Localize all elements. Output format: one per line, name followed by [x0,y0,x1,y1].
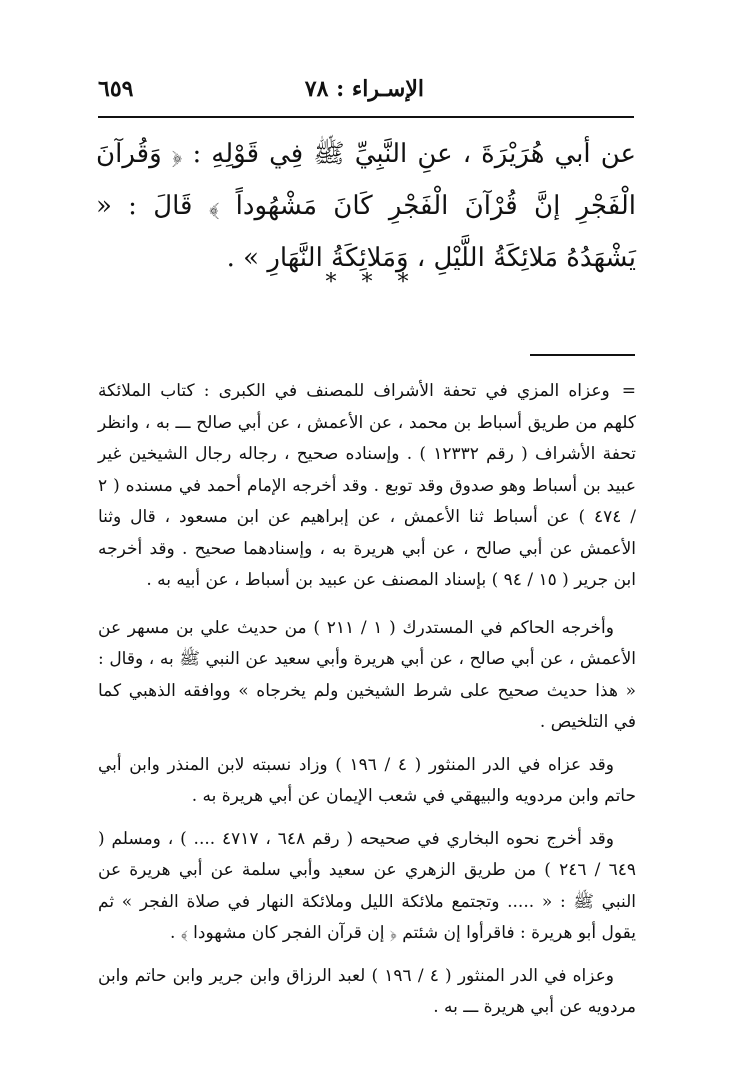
footnote-paragraph-text: وأخرجه الحاكم في المستدرك ( ١ / ٢١١ ) من حديث علي بن مسهر عن الأعمش ، عن أبي صالح ، عن أبي هريرة وأبي سعيد عن النبي ﷺ به ، وقال : « هذا حديث صحيح على شرط الشيخين ولم يخرجاه » ووافقه الذهبي كما في التلخيص . [98,617,636,732]
footnotes [98,376,636,1035]
footnote-paragraph-text: وقد أخرج نحوه البخاري في صحيحه ( رقم ٦٤٨ ، ٤٧١٧ .... ) ، ومسلم ( ٦٤٩ / ٢٤٦ ) من طريق الزهري عن سعيد وأبي سلمة عن أبي هريرة عن النبي ﷺ : « ..... وتجتمع ملائكة الليل وملائكة النهار في صلاة الفجر » ثم يقول أبو هريرة : فاقرأوا إن شئتم ﴿ إن قرآن الفجر كان مشهودا ﴾ . [98,828,636,943]
footnote-paragraph [98,961,636,1024]
footnote-paragraph [98,750,636,813]
footnote-paragraph-text: وقد عزاه في الدر المنثور ( ٤ / ١٩٦ ) وزاد نسبته لابن المنذر وابن أبي حاتم وابن مردويه والبيهقي في شعب الإيمان عن أبي هريرة به . [98,754,636,806]
main-text [96,128,636,284]
running-head-title: الإسـراء : ٧٨ [304,76,424,102]
footnote-continuation-marker: = [621,381,637,401]
footnote-paragraph [98,824,636,950]
section-asterisms: * * * [325,270,409,295]
footnote-paragraph [98,613,636,739]
main-text-paragraph: عن أبي هُرَيْرَةَ ، عنِ النَّبِيِّ ﷺ فِي قَوْلِهِ : ﴿ وَقُرآنَ الْفَجْرِ إنَّ قُرْآنَ الْفَجْرِ كَانَ مَشْهُوداً ﴾ قَالَ : « يَشْهَدُهُ مَلائِكَةُ اللَّيْلِ ، وَمَلائِكَةُ النَّهَارِ » . [96,139,636,273]
footnote-separator-rule [530,354,635,356]
page-number: ٦٥٩ [98,76,134,102]
footnote-paragraph-text: وعزاه في الدر المنثور ( ٤ / ١٩٦ ) لعبد الرزاق وابن جرير وابن حاتم وابن مردويه عن أبي هريرة ـــ به . [98,965,636,1017]
running-head [98,70,634,110]
footnote-paragraph [98,376,636,597]
footnote-paragraph-text: وعزاه المزي في تحفة الأشراف للمصنف في الكبرى : كتاب الملائكة كلهم من طريق أسباط بن محمد ، عن الأعمش ، عن أبي صالح ـــ به ، وانظر تحفة الأشراف ( رقم ١٢٣٣٢ ) . وإسناده صحيح ، رجاله رجال الشيخين غير عبيد بن أسباط وهو صدوق وقد توبع . وقد أخرجه الإمام أحمد في مسنده ( ٢ / ٤٧٤ ) عن أسباط ثنا الأعمش ، عن إبراهيم عن ابن مسعود ، قال وثنا الأعمش عن أبي صالح ، عن أبي هريرة به ، وإسنادهما صحيح . وقد أخرجه ابن جرير ( ١٥ / ٩٤ ) بإسناد المصنف عن عبيد بن أسباط ، عن أبيه به . [98,381,636,590]
header-rule [98,116,634,118]
